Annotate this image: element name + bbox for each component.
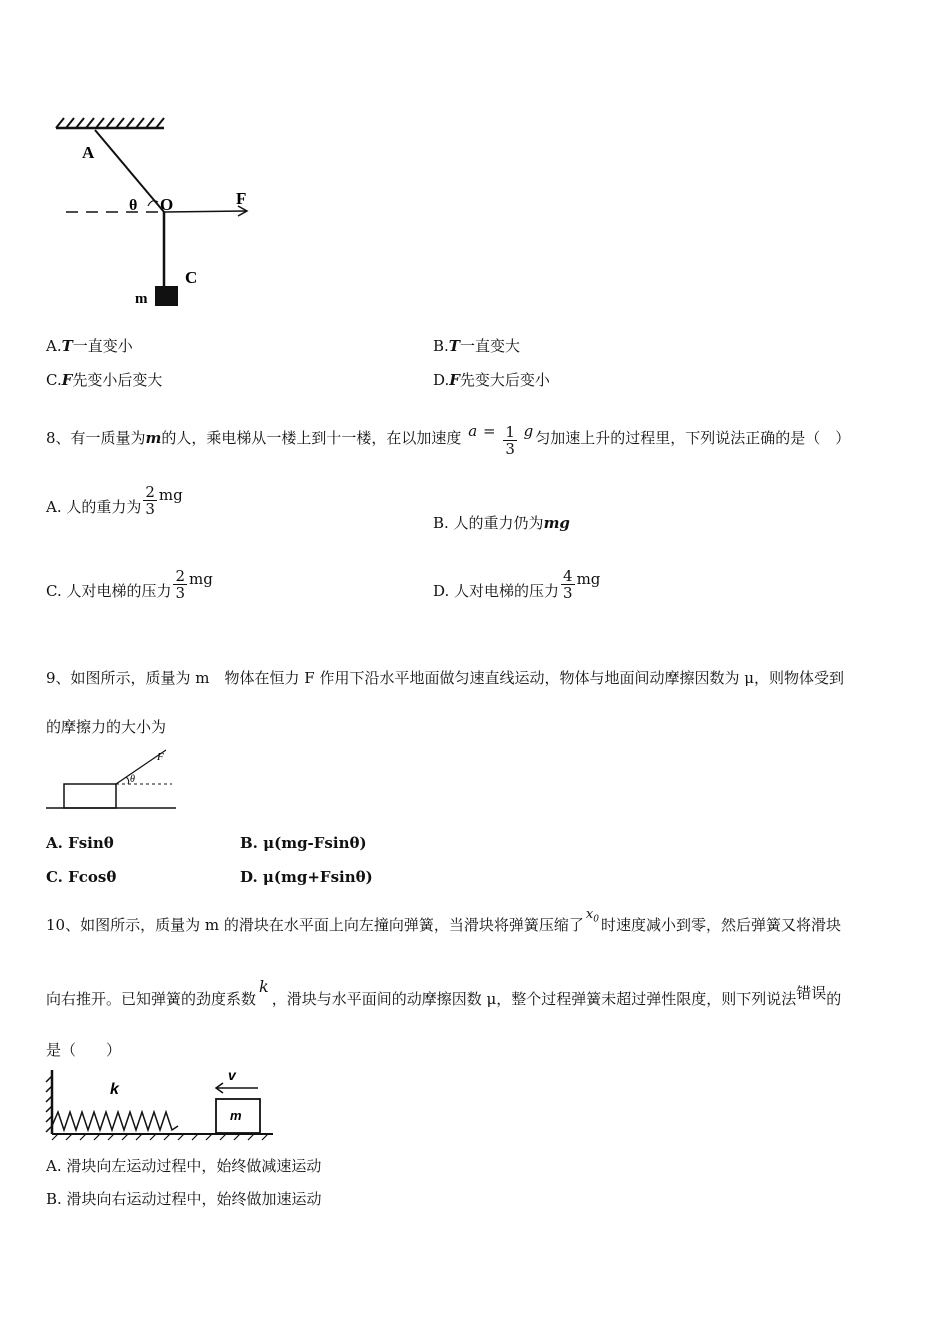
label-c: C — [185, 268, 198, 287]
q8-accel-eq: = — [482, 422, 496, 440]
q7-option-a[interactable] — [46, 335, 133, 356]
q10-option-b[interactable]: B. 滑块向右运动过程中，始终做加速运动 — [46, 1190, 322, 1208]
q10-stem-line1-b: 时速度减小到零，然后弹簧又将滑块 — [600, 916, 841, 934]
q8-option-c-unit: mg — [189, 570, 213, 588]
q7-option-d-prefix: D. — [433, 371, 450, 389]
q10-figure — [44, 1066, 279, 1142]
q9-stem-line2: 的摩擦力的大小为 — [46, 718, 167, 736]
q7-option-b-prefix: B. — [433, 337, 449, 355]
q10-stem-line2 — [46, 977, 842, 1009]
q7-option-d-text: 先变大后变小 — [459, 371, 550, 389]
q8-option-c-den: 3 — [175, 583, 186, 602]
q8-option-d-unit: mg — [576, 570, 601, 588]
q9-figure — [44, 746, 184, 816]
q8-option-a-text: A. 人的重力为 — [46, 498, 142, 516]
label-theta: θ — [129, 197, 138, 214]
q10-fig-m: m — [230, 1108, 242, 1123]
q9-fig-f: F — [157, 751, 164, 763]
q10-stem-line2-a: 向右推开。已知弹簧的劲度系数 — [46, 990, 257, 1008]
q7-option-c-prefix: C. — [46, 371, 62, 389]
q8-accel-fraction — [503, 424, 517, 457]
q8-stem — [46, 418, 850, 458]
q10-x0-sub: 0 — [593, 914, 599, 925]
q8-option-c[interactable] — [46, 566, 213, 612]
q7-option-a-text: 一直变小 — [72, 337, 133, 355]
q8-option-b[interactable] — [433, 512, 570, 533]
q8-option-c-fraction — [173, 568, 187, 601]
q9-option-c[interactable]: C. Fcosθ — [46, 868, 117, 886]
mass-block — [155, 286, 178, 306]
q10-x0-main: x — [585, 907, 594, 922]
q7-option-a-prefix: A. — [46, 337, 62, 355]
q8-stem-part2: 的人，乘电梯从一楼上到十一楼，在以加速度 — [161, 429, 462, 447]
q8-stem-part1: 8、有一质量为 — [46, 429, 146, 447]
q8-option-d-text: D. 人对电梯的压力 — [433, 582, 560, 600]
q8-accel-a: a — [468, 422, 478, 440]
label-m: m — [135, 291, 148, 307]
q8-accel-num: 1 — [505, 422, 515, 441]
q10-stem-line1-a: 10、如图所示，质量为 m 的滑块在水平面上向左撞向弹簧，当滑块将弹簧压缩了 — [46, 916, 584, 934]
q7-option-d-var: F — [449, 371, 460, 389]
q8-option-a[interactable] — [46, 482, 183, 528]
q8-option-d[interactable] — [433, 566, 601, 612]
q8-option-c-num: 2 — [175, 566, 186, 585]
q7-option-c[interactable] — [46, 369, 162, 390]
q10-stem-line1 — [46, 907, 841, 937]
q8-accel-g: g — [523, 422, 534, 440]
q8-option-d-fraction — [561, 568, 575, 601]
label-a: A — [82, 143, 95, 162]
q9-option-d[interactable]: D. μ(mg+Fsinθ) — [240, 868, 373, 886]
q9-option-a[interactable]: A. Fsinθ — [46, 834, 114, 852]
q10-stem-line3: 是（ ） — [46, 1041, 122, 1059]
label-f: F — [236, 189, 247, 208]
q8-option-a-den: 3 — [145, 499, 155, 518]
q10-k: k — [259, 977, 269, 996]
q9-fig-theta: θ — [130, 774, 135, 785]
q9-stem-line1: 9、如图所示，质量为 m 物体在恒力 F 作用下沿水平地面做匀速直线运动，物体与地面间动摩擦因数为 μ，则物体受到 — [46, 669, 845, 687]
q8-accel-den: 3 — [505, 439, 515, 458]
q8-accel-formula — [468, 419, 533, 459]
q10-stem-line2-b: ，滑块与水平面间的动摩擦因数 μ，整个过程弹簧未超过弹性限度，则下列说法 — [271, 990, 797, 1008]
q10-stem-line2-d: 的 — [826, 990, 842, 1008]
q8-stem-part3: 匀加速上升的过程里，下列说法正确的是（ ） — [535, 429, 851, 447]
q7-figure — [40, 110, 270, 310]
q7-option-c-text: 先变小后变大 — [72, 371, 163, 389]
q7-option-b[interactable] — [433, 335, 520, 356]
q8-option-a-unit: mg — [158, 486, 183, 504]
q8-option-a-fraction — [143, 484, 157, 517]
q8-option-a-num: 2 — [145, 482, 155, 501]
q10-stem-line2-c: 错误 — [796, 984, 827, 1002]
q8-option-d-num: 4 — [563, 566, 573, 585]
q8-option-c-text: C. 人对电梯的压力 — [46, 582, 172, 600]
q7-option-b-text: 一直变大 — [459, 337, 520, 355]
q7-option-b-var: T — [448, 337, 460, 355]
spring — [52, 1112, 178, 1130]
q7-option-d[interactable] — [433, 369, 550, 390]
q9-option-b[interactable]: B. μ(mg-Fsinθ) — [240, 834, 367, 852]
q8-option-b-text: B. 人的重力仍为 — [433, 514, 544, 532]
q10-fig-v: v — [228, 1067, 236, 1083]
q10-option-a[interactable]: A. 滑块向左运动过程中，始终做减速运动 — [46, 1157, 322, 1175]
label-o: O — [160, 195, 174, 214]
q10-x0 — [585, 907, 599, 925]
q8-option-b-var: mg — [543, 514, 570, 532]
q8-option-d-den: 3 — [563, 583, 573, 602]
q10-fig-k: k — [110, 1081, 119, 1098]
q7-option-c-var: F — [61, 371, 73, 389]
q8-stem-var-m: m — [145, 429, 162, 447]
q7-option-a-var: T — [61, 337, 73, 355]
